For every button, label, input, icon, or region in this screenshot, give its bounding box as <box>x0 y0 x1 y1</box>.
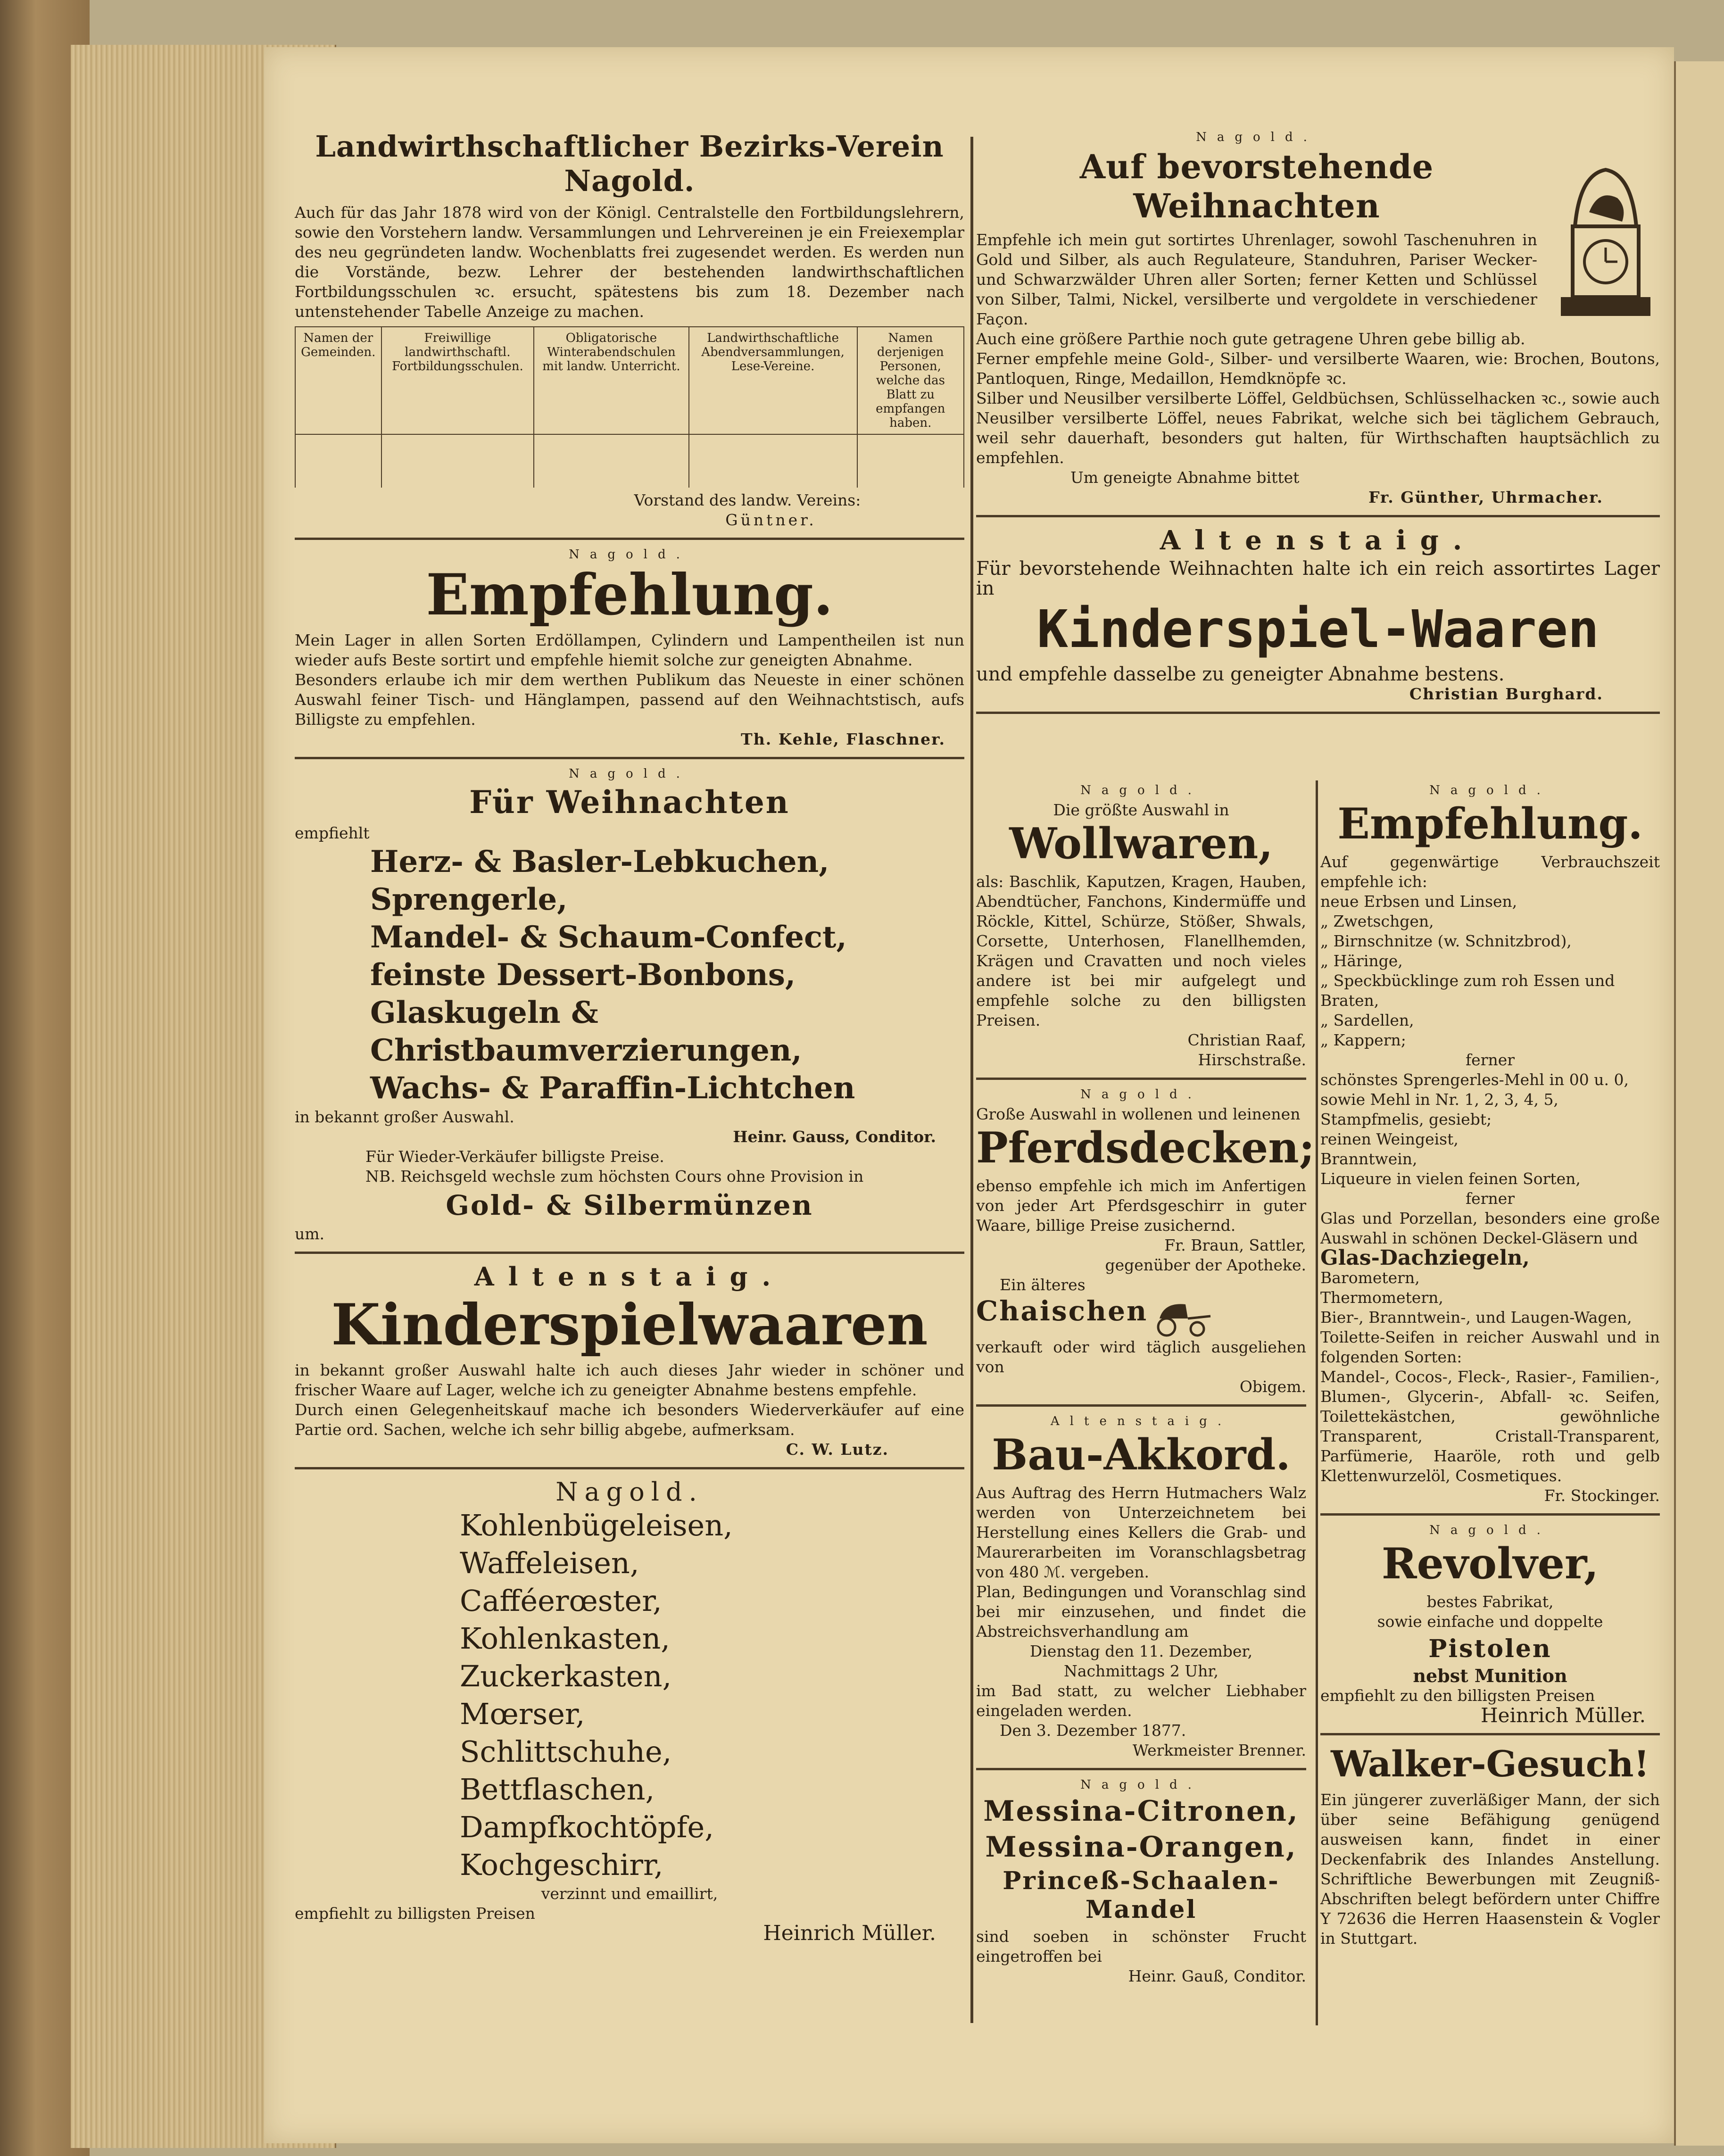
list-item: Herz- & Basler-Lebkuchen, <box>370 844 829 879</box>
brenner-title: Bau-Akkord. <box>992 1429 1291 1480</box>
divider <box>295 1467 964 1469</box>
list-item: Kochgeschirr, <box>460 1848 663 1882</box>
list-item: feinste Dessert-Bonbons, <box>370 957 796 993</box>
ad-kehle <box>295 547 964 749</box>
list-item: Mandel- & Schaum-Confect, <box>370 920 847 955</box>
stockinger-title: Empfehlung. <box>1337 799 1643 849</box>
gauss-line-2: NB. Reichsgeld wechsle zum höchsten Cours ohne Provision in <box>365 1167 864 1186</box>
divider <box>295 538 964 540</box>
burghard-signature: Christian Burghard. <box>1409 685 1603 703</box>
gauss-title: Für Weihnachten <box>469 784 790 821</box>
ad-walker <box>1320 1743 1660 1949</box>
place: Nagold. <box>569 767 690 781</box>
place: Nagold. <box>1429 783 1551 797</box>
brenner-date-1: Dienstag den 11. Dezember, <box>1029 1642 1253 1660</box>
braun-sig-2: gegenüber der Apotheke. <box>1105 1256 1306 1274</box>
carriage-icon <box>1150 1300 1211 1337</box>
verein-body: Auch für das Jahr 1878 wird von der Königl. Centralstelle den Fortbildungslehrern, sowie den Vorstehern landw. Versammlungen und Lehrvereinen je ein Freiexemplar des neu gegründeten landw. Wochenblatts frei zugesendet werden. Es werden nun die Vorstände, bezw. Lehrer der bestehenden landwirthschaftlichen Fortbildungsschulen ꝛc. ersucht, spätestens bis zum 18. Dezember nach untenstehender Tabelle Anzeige zu machen. <box>295 203 964 321</box>
ad-burghard <box>976 525 1660 704</box>
revolver-line-3: empfiehlt zu den billigsten Preisen <box>1320 1686 1595 1705</box>
right-column <box>976 127 1660 721</box>
place: Altenstaig. <box>1160 525 1476 556</box>
braun-title: Pferdsdecken; <box>976 1123 1315 1173</box>
verein-sig-1: Vorstand des landw. Vereins: <box>634 491 861 509</box>
lutz-title: Kinderspielwaaren <box>331 1292 928 1358</box>
table-header: Obligatorische Winterabendschulen mit landw. Unterricht. <box>534 327 688 434</box>
divider <box>1320 1513 1660 1516</box>
brenner-signature: Werkmeister Brenner. <box>1132 1741 1306 1759</box>
list-item: Kohlenbügeleisen, <box>460 1508 733 1542</box>
list-item: Sprengerle, <box>370 882 568 917</box>
ad-raaf <box>976 783 1306 1070</box>
divider <box>1320 1733 1660 1735</box>
burghard-body-2: und empfehle dasselbe zu geneigter Abnahme bestens. <box>976 663 1505 685</box>
place: Nagold. <box>1080 1777 1202 1792</box>
column-divider <box>970 137 973 2023</box>
lutz-signature: C. W. Lutz. <box>786 1440 889 1459</box>
list-item: Schlittschuhe, <box>460 1734 672 1769</box>
revolver-line-1: bestes Fabrikat, <box>1426 1592 1554 1611</box>
list-item: schönstes Sprengerles-Mehl in 00 u. 0, sowie Mehl in Nr. 1, 2, 3, 4, 5, <box>1320 1070 1629 1109</box>
citronen-signature: Heinr. Gauß, Conditor. <box>1128 1966 1306 1985</box>
raaf-title: Wollwaren, <box>1009 819 1273 869</box>
guenther-body-4: Silber und Neusilber versilberte Löffel, Geldbüchsen, Schlüsselhacken ꝛc., sowie auch Neusilber versilberte Löffel, neues Fabrikat, welche sich bei täglichem Gebrauch, weil sehr dauerhaft, besonders gut halten, für Wirthschaften hauptsächlich zu empfehlen. <box>976 389 1660 467</box>
ad-verein <box>295 129 964 530</box>
stockinger-ferner: ferner <box>1465 1189 1515 1208</box>
verein-table <box>295 326 964 488</box>
place: Nagold. <box>1080 1087 1202 1102</box>
chaise-signature: Obigem. <box>1239 1377 1306 1396</box>
list-item: Mœrser, <box>460 1697 585 1731</box>
list-item: Stampfmelis, gesiebt; <box>1320 1110 1492 1128</box>
table-header: Landwirthschaftliche Abendversammlungen, Lese-Vereine. <box>689 327 857 434</box>
right-left-half <box>976 780 1315 1986</box>
guenther-body-5: Um geneigte Abnahme bittet <box>1070 468 1300 487</box>
divider <box>295 1252 964 1254</box>
guenther-title: Auf bevorstehende Weihnachten <box>1079 147 1434 225</box>
place: Nagold. <box>1080 783 1202 797</box>
verein-title: Landwirthschaftlicher Bezirks-Verein Nagold. <box>315 129 944 198</box>
table-header: Freiwillige landwirthschaftl. Fortbildungsschulen. <box>381 327 534 434</box>
gauss-outro: in bekannt großer Auswahl. <box>295 1108 514 1126</box>
place: Altenstaig. <box>1050 1414 1232 1428</box>
list-item: „ Birnschnitze (w. Schnitzbrod), <box>1320 932 1572 950</box>
ad-mueller <box>295 1477 964 1943</box>
gauss-intro: empfiehlt <box>295 824 370 842</box>
mantel-clock-ornament <box>1551 156 1660 325</box>
kehle-title: Empfehlung. <box>426 562 833 628</box>
table-header: Namen derjenigen Personen, welche das Blatt zu empfangen haben. <box>857 327 964 434</box>
stockinger-body-2: Glas und Porzellan, besonders eine große Auswahl in schönen Deckel-Gläsern und <box>1320 1209 1660 1247</box>
mueller-sub: verzinnt und emaillirt, <box>541 1884 718 1903</box>
ad-revolver <box>1320 1523 1660 1725</box>
divider <box>976 1768 1306 1770</box>
guenther-signature: Fr. Günther, Uhrmacher. <box>1368 488 1603 506</box>
place: Nagold. <box>1429 1523 1551 1537</box>
citronen-body: sind soeben in schönster Frucht eingetroffen bei <box>976 1927 1306 1965</box>
lutz-body-2: Durch einen Gelegenheitskauf mache ich besonders Wiederverkäufer auf eine Partie ord. Sachen, welche ich sehr billig abgebe, aufmerksam. <box>295 1401 964 1439</box>
list-item: Princeß-Schaalen-Mandel <box>1003 1866 1280 1924</box>
list-item: Liqueure in vielen feinen Sorten, <box>1320 1169 1581 1188</box>
place: Altenstaig. <box>474 1261 785 1292</box>
kehle-body-1: Mein Lager in allen Sorten Erdöllampen, Cylindern und Lampentheilen ist nun wieder aufs Beste sortirt und empfehle hiemit solche zur geneigten Abnahme. <box>295 631 964 669</box>
mueller-signature: Heinrich Müller. <box>763 1921 936 1945</box>
ad-citronen <box>976 1778 1306 1986</box>
list-item: Toilette-Seifen in reicher Auswahl und in folgenden Sorten: <box>1320 1328 1660 1366</box>
braun-intro: Große Auswahl in wollenen und leinenen <box>976 1105 1301 1123</box>
list-item: Messina-Orangen, <box>985 1830 1297 1864</box>
brenner-date-2: Nachmittags 2 Uhr, <box>1063 1661 1219 1680</box>
list-item: neue Erbsen und Linsen, <box>1320 892 1517 911</box>
stockinger-signature: Fr. Stockinger. <box>1544 1486 1660 1505</box>
inner-column-divider <box>1316 780 1318 2025</box>
ad-braun <box>976 1087 1315 1397</box>
list-item: Bettflaschen, <box>460 1772 655 1807</box>
chaise-title: Chaischen <box>976 1295 1148 1327</box>
ad-guenther-cont <box>976 349 1660 507</box>
brenner-dated: Den 3. Dezember 1877. <box>1000 1721 1186 1740</box>
gauss-gold: Gold- & Silbermünzen <box>446 1189 813 1221</box>
place: Nagold. <box>1196 130 1318 144</box>
list-item: Cafféerœster, <box>460 1584 662 1618</box>
guenther-body-3: Ferner empfehle meine Gold-, Silber- und versilberte Waaren, wie: Brochen, Boutons, Pantloquen, Ringe, Medaillon, Hemdknöpfe ꝛc. <box>976 349 1660 388</box>
stockinger-intro: Auf gegenwärtige Verbrauchszeit empfehle ich: <box>1320 853 1660 891</box>
list-item: „ Häringe, <box>1320 952 1403 970</box>
revolver-pistolen: Pistolen <box>1428 1634 1552 1663</box>
list-item: „ Kappern; <box>1320 1031 1406 1049</box>
list-item: Barometern, <box>1320 1269 1420 1287</box>
stockinger-ferner: ferner <box>1465 1051 1515 1069</box>
ad-gauss <box>295 767 964 1244</box>
revolver-munition: nebst Munition <box>1413 1665 1567 1686</box>
divider <box>976 712 1660 714</box>
gauss-line-1: Für Wieder-Verkäufer billigste Preise. <box>365 1147 664 1166</box>
raaf-intro: Die größte Auswahl in <box>1053 801 1229 819</box>
gauss-um: um. <box>295 1225 325 1243</box>
divider <box>976 1078 1306 1080</box>
place: Nagold. <box>555 1477 704 1507</box>
burghard-body-1: Für bevorstehende Weihnachten halte ich ein reich assortirtes Lager in <box>976 558 1660 599</box>
revolver-line-2: sowie einfache und doppelte <box>1377 1612 1603 1631</box>
right-right-half <box>1320 780 1660 1949</box>
divider <box>295 757 964 759</box>
braun-body: ebenso empfehle ich mich im Anfertigen von jeder Art Pferdsgeschirr in guter Waare, billige Preise zusichernd. <box>976 1177 1306 1235</box>
list-item: „ Sardellen, <box>1320 1011 1414 1029</box>
list-item: reinen Weingeist, <box>1320 1130 1459 1148</box>
list-item: Branntwein, <box>1320 1150 1417 1168</box>
brenner-body-3: im Bad statt, zu welcher Liebhaber eingeladen werden. <box>976 1681 1306 1720</box>
list-item: Glaskugeln & Christbaumverzierungen, <box>370 995 802 1068</box>
list-item: Waffeleisen, <box>460 1546 639 1580</box>
facing-page-edge <box>1674 61 1724 2146</box>
list-item: Zuckerkasten, <box>460 1659 672 1693</box>
verein-sig-2: Güntner. <box>725 511 817 529</box>
kehle-signature: Th. Kehle, Flaschner. <box>741 730 945 748</box>
kehle-body-2: Besonders erlaube ich mir dem werthen Publikum das Neueste in einer schönen Auswahl feiner Tisch- und Hänglampen, passend auf den Weihnachtstisch, aufs Billigste zu empfehlen. <box>295 671 964 729</box>
brenner-body-2: Plan, Bedingungen und Voranschlag sind bei mir einzusehen, und findet die Abstreichsverhandlung am <box>976 1582 1306 1641</box>
lutz-body-1: in bekannt großer Auswahl halte ich auch dieses Jahr wieder in schöner und frischer Waare auf Lager, welche ich zu geneigter Abnahme bestens empfehle. <box>295 1361 964 1399</box>
left-column <box>295 127 964 1943</box>
mueller-intro: empfiehlt zu billigsten Preisen <box>295 1904 535 1923</box>
raaf-sig-1: Christian Raaf, <box>1187 1031 1306 1049</box>
list-item: „ Speckbücklinge zum roh Essen und Braten, <box>1320 971 1615 1010</box>
list-item: Kohlenkasten, <box>460 1621 670 1656</box>
burghard-title: Kinderspiel-Waaren <box>1036 599 1600 659</box>
place: Nagold. <box>569 547 690 562</box>
walker-body: Ein jüngerer zuverläßiger Mann, der sich über seine Befähigung genügend ausweisen kann, findet in einer Deckenfabrik des Inlandes Anstellung. Schriftliche Bewerbungen mit Zeugniß-Abschriften belegt befördern unter Chiffre Y 72636 die Herren Haasenstein & Vogler in Stuttgart. <box>1320 1791 1660 1948</box>
guenther-body-2: Auch eine größere Parthie noch gute getragene Uhren gebe billig ab. <box>976 330 1525 348</box>
list-item: „ Zwetschgen, <box>1320 912 1434 930</box>
revolver-title: Revolver, <box>1381 1539 1599 1589</box>
list-item: Thermometern, <box>1320 1288 1443 1307</box>
stockinger-glas: Glas-Dachziegeln, <box>1320 1246 1530 1270</box>
table-header: Namen der Gemeinden. <box>295 327 381 434</box>
ad-stockinger <box>1320 783 1660 1506</box>
revolver-signature: Heinrich Müller. <box>1481 1704 1646 1727</box>
list-item: Wachs- & Paraffin-Lichtchen <box>370 1070 855 1106</box>
ad-brenner <box>976 1414 1306 1760</box>
list-item: Bier-, Branntwein-, und Laugen-Wagen, <box>1320 1308 1632 1327</box>
guenther-body-1: Empfehle ich mein gut sortirtes Uhrenlager, sowohl Taschenuhren in Gold und Silber, als auch Regulateure, Standuhren, Pariser Wecker- und Schwarzwälder Uhren aller Sorten; ferner Ketten und Schlüssel von Silber, Talmi, Nickel, versilberte und vergoldete in verschiedener Façon. <box>976 231 1537 328</box>
divider <box>976 1404 1306 1407</box>
list-item: Mandel-, Cocos-, Fleck-, Rasier-, Familien-, Blumen-, Glycerin-, Abfall- ꝛc. Seifen, Toilettekästchen, gewöhnliche Transparent, Cristall-Transparent, Parfümerie, Haaröle, roth und gelb Klettenwurzelöl, Cosmetiques. <box>1320 1368 1660 1485</box>
chaise-intro: Ein älteres <box>1000 1276 1086 1294</box>
raaf-sig-2: Hirschstraße. <box>1198 1051 1306 1069</box>
chaise-body: verkauft oder wird täglich ausgeliehen von <box>976 1337 1306 1376</box>
divider <box>976 515 1660 517</box>
gauss-signature: Heinr. Gauss, Conditor. <box>733 1128 936 1146</box>
list-item: Messina-Citronen, <box>983 1794 1299 1828</box>
walker-title: Walker-Gesuch! <box>1331 1743 1649 1785</box>
list-item: Dampfkochtöpfe, <box>460 1810 714 1844</box>
brenner-body: Aus Auftrag des Herrn Hutmachers Walz werden von Unterzeichnetem bei Herstellung eines Kellers die Grab- und Maurerarbeiten im Voranschlagsbetrag von 480 ℳ. vergeben. <box>976 1483 1306 1581</box>
braun-sig-1: Fr. Braun, Sattler, <box>1164 1236 1306 1254</box>
raaf-body: als: Baschlik, Kaputzen, Kragen, Hauben, Abendtücher, Fanchons, Kindermüffe und Röckle, Kittel, Schürze, Stößer, Shwals, Corsette, Unterhosen, Flanellhemden, Krägen und Cravatten und noch vieles andere ist bei mir aufgelegt und empfehle solche zu den billigsten Preisen. <box>976 872 1306 1029</box>
ad-lutz <box>295 1261 964 1459</box>
